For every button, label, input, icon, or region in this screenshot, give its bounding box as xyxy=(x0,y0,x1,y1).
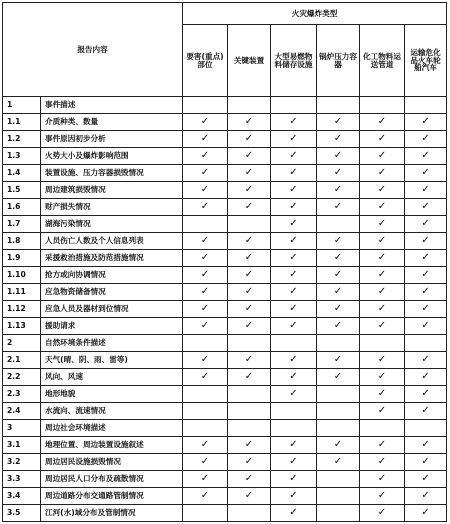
row-number: 2 xyxy=(3,335,41,352)
row-content: 火势大小及爆炸影响范围 xyxy=(41,148,183,165)
check-mark-icon: ✓ xyxy=(228,267,271,284)
check-mark-icon: ✓ xyxy=(360,199,405,216)
check-mark-icon: ✓ xyxy=(228,318,271,335)
check-mark-icon: ✓ xyxy=(271,301,317,318)
row-number: 1.1 xyxy=(3,114,41,131)
table-row xyxy=(3,352,447,369)
check-mark-icon: ✓ xyxy=(228,131,271,148)
check-mark-icon: ✓ xyxy=(317,114,360,131)
check-mark-icon: ✓ xyxy=(271,148,317,165)
row-number: 1.10 xyxy=(3,267,41,284)
check-mark-icon: ✓ xyxy=(271,182,317,199)
row-content: 湖海污染情况 xyxy=(41,216,183,233)
table-row xyxy=(3,454,447,471)
row-content: 财产损失情况 xyxy=(41,199,183,216)
check-mark-icon: ✓ xyxy=(405,165,447,182)
check-mark-icon: ✓ xyxy=(271,369,317,386)
empty-cell xyxy=(228,505,271,522)
row-content: 天气(晴、阴、雨、雷等) xyxy=(41,352,183,369)
check-mark-icon: ✓ xyxy=(405,250,447,267)
check-mark-icon: ✓ xyxy=(228,352,271,369)
check-mark-icon: ✓ xyxy=(405,131,447,148)
check-mark-icon: ✓ xyxy=(317,284,360,301)
row-number: 1.2 xyxy=(3,131,41,148)
row-number: 1.11 xyxy=(3,284,41,301)
row-content: 地形地貌 xyxy=(41,386,183,403)
header-row-group xyxy=(3,3,447,25)
check-mark-icon: ✓ xyxy=(271,284,317,301)
check-mark-icon: ✓ xyxy=(405,216,447,233)
check-mark-icon: ✓ xyxy=(228,233,271,250)
row-content: 采援救治措施及防范措施情况 xyxy=(41,250,183,267)
check-mark-icon: ✓ xyxy=(271,131,317,148)
check-mark-icon: ✓ xyxy=(183,199,228,216)
row-number: 3.3 xyxy=(3,471,41,488)
check-mark-icon: ✓ xyxy=(228,114,271,131)
check-mark-icon: ✓ xyxy=(183,165,228,182)
check-mark-icon: ✓ xyxy=(183,454,228,471)
check-mark-icon: ✓ xyxy=(271,165,317,182)
section-title: 周边社会环境描述 xyxy=(41,420,183,437)
check-mark-icon: ✓ xyxy=(183,148,228,165)
empty-cell xyxy=(183,216,228,233)
table-row xyxy=(3,488,447,505)
check-mark-icon: ✓ xyxy=(317,250,360,267)
row-number: 3.2 xyxy=(3,454,41,471)
table-row xyxy=(3,386,447,403)
check-mark-icon: ✓ xyxy=(317,369,360,386)
empty-cell xyxy=(360,335,405,352)
row-content: 抢方或向协调情况 xyxy=(41,267,183,284)
check-mark-icon: ✓ xyxy=(360,182,405,199)
table-row xyxy=(3,505,447,522)
check-mark-icon: ✓ xyxy=(360,148,405,165)
check-mark-icon: ✓ xyxy=(228,165,271,182)
empty-cell xyxy=(317,335,360,352)
check-mark-icon: ✓ xyxy=(317,437,360,454)
row-content: 援助请求 xyxy=(41,318,183,335)
table-row xyxy=(3,233,447,250)
check-mark-icon: ✓ xyxy=(183,437,228,454)
fire-explosion-type-header: 火灾爆炸类型 xyxy=(183,3,447,25)
section-row xyxy=(3,420,447,437)
check-mark-icon: ✓ xyxy=(317,199,360,216)
row-content: 人员伤亡人数及个人信息列表 xyxy=(41,233,183,250)
check-mark-icon: ✓ xyxy=(271,505,317,522)
row-number: 1.12 xyxy=(3,301,41,318)
check-mark-icon: ✓ xyxy=(183,301,228,318)
check-mark-icon: ✓ xyxy=(360,454,405,471)
row-number: 1.6 xyxy=(3,199,41,216)
check-mark-icon: ✓ xyxy=(405,437,447,454)
check-mark-icon: ✓ xyxy=(360,369,405,386)
check-mark-icon: ✓ xyxy=(271,114,317,131)
section-row xyxy=(3,335,447,352)
check-mark-icon: ✓ xyxy=(183,284,228,301)
table-row xyxy=(3,403,447,420)
table-row xyxy=(3,471,447,488)
row-number: 3.1 xyxy=(3,437,41,454)
table-row xyxy=(3,216,447,233)
empty-cell xyxy=(317,488,360,505)
check-mark-icon: ✓ xyxy=(360,301,405,318)
check-mark-icon: ✓ xyxy=(405,301,447,318)
check-mark-icon: ✓ xyxy=(405,199,447,216)
row-content: 地理位置、周边装置设施叙述 xyxy=(41,437,183,454)
table-row xyxy=(3,165,447,182)
check-mark-icon: ✓ xyxy=(228,437,271,454)
empty-cell xyxy=(317,505,360,522)
check-mark-icon: ✓ xyxy=(228,148,271,165)
type-header-1: 要害(重点)部位 xyxy=(183,25,228,97)
check-mark-icon: ✓ xyxy=(228,199,271,216)
check-mark-icon: ✓ xyxy=(405,505,447,522)
check-mark-icon: ✓ xyxy=(317,233,360,250)
empty-cell xyxy=(271,97,317,114)
type-header-3: 大型易燃物料储存设施 xyxy=(271,25,317,97)
row-content: 水流向、流速情况 xyxy=(41,403,183,420)
check-mark-icon: ✓ xyxy=(317,267,360,284)
check-mark-icon: ✓ xyxy=(360,250,405,267)
row-content: 江河(水)域分布及管制情况 xyxy=(41,505,183,522)
check-mark-icon: ✓ xyxy=(360,488,405,505)
check-mark-icon: ✓ xyxy=(317,318,360,335)
row-number: 3.4 xyxy=(3,488,41,505)
type-header-2: 关键装置 xyxy=(228,25,271,97)
check-mark-icon: ✓ xyxy=(405,471,447,488)
check-mark-icon: ✓ xyxy=(271,250,317,267)
check-mark-icon: ✓ xyxy=(360,352,405,369)
empty-cell xyxy=(271,420,317,437)
check-mark-icon: ✓ xyxy=(271,488,317,505)
check-mark-icon: ✓ xyxy=(183,267,228,284)
empty-cell xyxy=(317,471,360,488)
check-mark-icon: ✓ xyxy=(228,284,271,301)
check-mark-icon: ✓ xyxy=(405,403,447,420)
check-mark-icon: ✓ xyxy=(317,182,360,199)
table-body xyxy=(3,97,447,522)
check-mark-icon: ✓ xyxy=(228,471,271,488)
row-number: 2.2 xyxy=(3,369,41,386)
row-content: 事件原因初步分析 xyxy=(41,131,183,148)
empty-cell xyxy=(183,420,228,437)
check-mark-icon: ✓ xyxy=(405,233,447,250)
check-mark-icon: ✓ xyxy=(405,284,447,301)
check-mark-icon: ✓ xyxy=(228,301,271,318)
row-content: 应急人员及器材到位情况 xyxy=(41,301,183,318)
check-mark-icon: ✓ xyxy=(405,352,447,369)
check-mark-icon: ✓ xyxy=(228,250,271,267)
check-mark-icon: ✓ xyxy=(228,182,271,199)
empty-cell xyxy=(317,97,360,114)
empty-cell xyxy=(317,420,360,437)
table-row xyxy=(3,437,447,454)
empty-cell xyxy=(183,335,228,352)
empty-cell xyxy=(228,97,271,114)
empty-cell xyxy=(405,420,447,437)
check-mark-icon: ✓ xyxy=(183,250,228,267)
check-mark-icon: ✓ xyxy=(183,369,228,386)
row-content: 应急物资储备情况 xyxy=(41,284,183,301)
check-mark-icon: ✓ xyxy=(360,131,405,148)
section-row xyxy=(3,97,447,114)
empty-cell xyxy=(183,97,228,114)
check-mark-icon: ✓ xyxy=(183,352,228,369)
report-table xyxy=(2,2,447,522)
check-mark-icon: ✓ xyxy=(405,488,447,505)
check-mark-icon: ✓ xyxy=(405,318,447,335)
row-number: 1.4 xyxy=(3,165,41,182)
type-header-4: 锅炉压力容器 xyxy=(317,25,360,97)
check-mark-icon: ✓ xyxy=(317,352,360,369)
table-row xyxy=(3,250,447,267)
check-mark-icon: ✓ xyxy=(360,403,405,420)
table-row xyxy=(3,301,447,318)
check-mark-icon: ✓ xyxy=(405,114,447,131)
check-mark-icon: ✓ xyxy=(228,454,271,471)
check-mark-icon: ✓ xyxy=(360,165,405,182)
check-mark-icon: ✓ xyxy=(360,505,405,522)
check-mark-icon: ✓ xyxy=(317,131,360,148)
check-mark-icon: ✓ xyxy=(271,216,317,233)
table-row xyxy=(3,182,447,199)
check-mark-icon: ✓ xyxy=(360,216,405,233)
check-mark-icon: ✓ xyxy=(360,284,405,301)
table-row xyxy=(3,148,447,165)
type-header-5: 化工物料运送管道 xyxy=(360,25,405,97)
check-mark-icon: ✓ xyxy=(405,182,447,199)
row-number: 2.3 xyxy=(3,386,41,403)
check-mark-icon: ✓ xyxy=(405,148,447,165)
table-row xyxy=(3,284,447,301)
table-row xyxy=(3,131,447,148)
check-mark-icon: ✓ xyxy=(228,369,271,386)
content-header: 报告内容 xyxy=(3,3,183,97)
check-mark-icon: ✓ xyxy=(360,114,405,131)
row-number: 1.13 xyxy=(3,318,41,335)
empty-cell xyxy=(360,420,405,437)
row-number: 3.5 xyxy=(3,505,41,522)
check-mark-icon: ✓ xyxy=(271,318,317,335)
table-row xyxy=(3,267,447,284)
row-number: 1.9 xyxy=(3,250,41,267)
check-mark-icon: ✓ xyxy=(360,318,405,335)
check-mark-icon: ✓ xyxy=(271,437,317,454)
check-mark-icon: ✓ xyxy=(360,233,405,250)
table-row xyxy=(3,369,447,386)
table-row xyxy=(3,318,447,335)
check-mark-icon: ✓ xyxy=(228,488,271,505)
row-number: 1.5 xyxy=(3,182,41,199)
row-content: 介质种类、数量 xyxy=(41,114,183,131)
row-content: 风向、风速 xyxy=(41,369,183,386)
type-header-6: 运输危化品火车轮船汽车 xyxy=(405,25,447,97)
row-number: 3 xyxy=(3,420,41,437)
row-content: 周边居民人口分布及疏散情况 xyxy=(41,471,183,488)
row-content: 周边建筑损毁情况 xyxy=(41,182,183,199)
row-number: 2.4 xyxy=(3,403,41,420)
row-content: 周边道路分布交通路管制情况 xyxy=(41,488,183,505)
check-mark-icon: ✓ xyxy=(183,182,228,199)
row-number: 1.3 xyxy=(3,148,41,165)
row-number: 2.1 xyxy=(3,352,41,369)
check-mark-icon: ✓ xyxy=(317,301,360,318)
row-number: 1.7 xyxy=(3,216,41,233)
check-mark-icon: ✓ xyxy=(317,165,360,182)
check-mark-icon: ✓ xyxy=(360,386,405,403)
check-mark-icon: ✓ xyxy=(405,454,447,471)
section-title: 事件描述 xyxy=(41,97,183,114)
empty-cell xyxy=(183,403,228,420)
check-mark-icon: ✓ xyxy=(183,318,228,335)
check-mark-icon: ✓ xyxy=(360,437,405,454)
empty-cell xyxy=(317,386,360,403)
check-mark-icon: ✓ xyxy=(405,369,447,386)
row-number: 1.8 xyxy=(3,233,41,250)
table-row xyxy=(3,199,447,216)
check-mark-icon: ✓ xyxy=(271,386,317,403)
check-mark-icon: ✓ xyxy=(317,148,360,165)
empty-cell xyxy=(405,335,447,352)
empty-cell xyxy=(228,216,271,233)
check-mark-icon: ✓ xyxy=(183,233,228,250)
check-mark-icon: ✓ xyxy=(360,471,405,488)
empty-cell xyxy=(271,403,317,420)
check-mark-icon: ✓ xyxy=(405,267,447,284)
empty-cell xyxy=(228,420,271,437)
check-mark-icon: ✓ xyxy=(405,386,447,403)
empty-cell xyxy=(228,386,271,403)
check-mark-icon: ✓ xyxy=(271,199,317,216)
empty-cell xyxy=(228,335,271,352)
check-mark-icon: ✓ xyxy=(183,488,228,505)
check-mark-icon: ✓ xyxy=(317,454,360,471)
check-mark-icon: ✓ xyxy=(271,471,317,488)
empty-cell xyxy=(271,335,317,352)
check-mark-icon: ✓ xyxy=(183,131,228,148)
check-mark-icon: ✓ xyxy=(271,352,317,369)
empty-cell xyxy=(228,403,271,420)
check-mark-icon: ✓ xyxy=(183,471,228,488)
empty-cell xyxy=(360,97,405,114)
check-mark-icon: ✓ xyxy=(271,267,317,284)
empty-cell xyxy=(183,505,228,522)
empty-cell xyxy=(317,403,360,420)
row-content: 周边居民设施损毁情况 xyxy=(41,454,183,471)
row-content: 装置设施、压力容器损毁情况 xyxy=(41,165,183,182)
check-mark-icon: ✓ xyxy=(271,454,317,471)
empty-cell xyxy=(405,97,447,114)
empty-cell xyxy=(317,216,360,233)
check-mark-icon: ✓ xyxy=(183,114,228,131)
table-row xyxy=(3,114,447,131)
section-title: 自然环境条件描述 xyxy=(41,335,183,352)
row-number: 1 xyxy=(3,97,41,114)
empty-cell xyxy=(183,386,228,403)
check-mark-icon: ✓ xyxy=(360,267,405,284)
check-mark-icon: ✓ xyxy=(271,233,317,250)
